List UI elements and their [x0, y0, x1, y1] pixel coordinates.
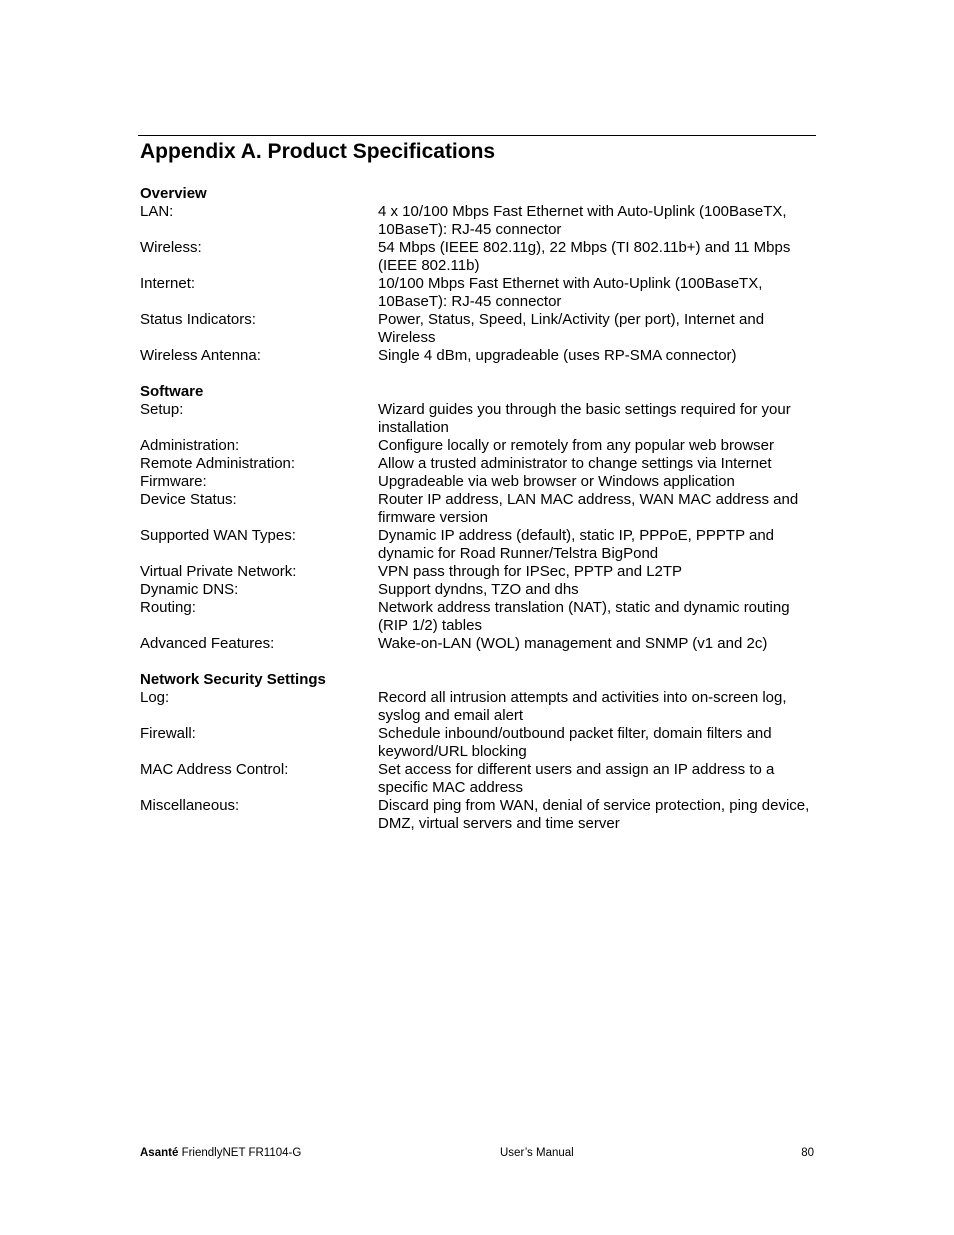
spec-label: Firewall:	[140, 725, 196, 742]
spec-label: Advanced Features:	[140, 635, 275, 652]
spec-row	[140, 473, 820, 491]
spec-value: Single 4 dBm, upgradeable (uses RP-SMA connector)	[378, 347, 737, 364]
spec-label: Administration:	[140, 437, 240, 454]
spec-value: Network address translation (NAT), static and dynamic routing (RIP 1/2) tables	[378, 599, 790, 634]
section-heading: Software	[140, 383, 204, 400]
spec-row	[140, 689, 820, 725]
spec-value: Dynamic IP address (default), static IP, PPPoE, PPPTP and dynamic for Road Runner/Telstra BigPond	[378, 527, 775, 562]
spec-row	[140, 275, 820, 311]
spec-value: Discard ping from WAN, denial of service protection, ping device, DMZ, virtual servers and time server	[378, 797, 810, 832]
spec-value: Configure locally or remotely from any popular web browser	[378, 437, 775, 454]
spec-row	[140, 401, 820, 437]
spec-value: Support dyndns, TZO and dhs	[378, 581, 579, 598]
spec-label: Dynamic DNS:	[140, 581, 239, 598]
spec-value: 10/100 Mbps Fast Ethernet with Auto-Uplink (100BaseTX, 10BaseT): RJ-45 connector	[378, 275, 763, 310]
spec-value: Wizard guides you through the basic settings required for your installation	[378, 401, 791, 436]
overview-section	[140, 185, 820, 365]
footer-page-number: 80	[801, 1147, 814, 1159]
page-title: Appendix A. Product Specifications	[140, 140, 496, 163]
spec-row	[140, 311, 820, 347]
spec-row	[140, 599, 820, 635]
software-section	[140, 383, 820, 653]
spec-value: 54 Mbps (IEEE 802.11g), 22 Mbps (TI 802.11b+) and 11 Mbps (IEEE 802.11b)	[378, 239, 791, 274]
footer-product-name: FriendlyNET FR1104-G	[181, 1147, 302, 1159]
spec-value: VPN pass through for IPSec, PPTP and L2TP	[378, 563, 683, 580]
spec-row	[140, 563, 820, 581]
section-heading: Network Security Settings	[140, 671, 326, 688]
spec-value: Wake-on-LAN (WOL) management and SNMP (v1 and 2c)	[378, 635, 768, 652]
spec-value: Record all intrusion attempts and activities into on-screen log, syslog and email alert	[378, 689, 787, 724]
spec-label: Remote Administration:	[140, 455, 296, 472]
spec-value: Upgradeable via web browser or Windows application	[378, 473, 735, 490]
spec-label: Status Indicators:	[140, 311, 256, 328]
spec-label: MAC Address Control:	[140, 761, 289, 778]
spec-value: Allow a trusted administrator to change settings via Internet	[378, 455, 772, 472]
spec-label: Routing:	[140, 599, 196, 616]
spec-value: Schedule inbound/outbound packet filter, domain filters and keyword/URL blocking	[378, 725, 772, 760]
header-rule	[138, 135, 816, 136]
spec-row	[140, 347, 820, 365]
footer-brand: Asanté	[140, 1147, 179, 1159]
spec-label: Supported WAN Types:	[140, 527, 296, 544]
spec-label: Device Status:	[140, 491, 237, 508]
section-heading: Overview	[140, 185, 207, 202]
footer-product	[140, 1145, 301, 1161]
network-security-section	[140, 671, 820, 833]
spec-label: Firmware:	[140, 473, 207, 490]
specifications-content	[140, 185, 820, 851]
spec-row	[140, 581, 820, 599]
spec-value: Power, Status, Speed, Link/Activity (per port), Internet and Wireless	[378, 311, 765, 346]
spec-label: Log:	[140, 689, 170, 706]
footer-manual-title: User’s Manual	[500, 1147, 574, 1159]
spec-label: Setup:	[140, 401, 184, 418]
spec-value: 4 x 10/100 Mbps Fast Ethernet with Auto-Uplink (100BaseTX, 10BaseT): RJ-45 connector	[378, 203, 787, 238]
spec-row	[140, 797, 820, 833]
spec-row	[140, 203, 820, 239]
spec-row	[140, 491, 820, 527]
spec-row	[140, 239, 820, 275]
spec-label: LAN:	[140, 203, 174, 220]
spec-label: Virtual Private Network:	[140, 563, 297, 580]
spec-label: Wireless Antenna:	[140, 347, 261, 364]
spec-row	[140, 761, 820, 797]
spec-row	[140, 725, 820, 761]
spec-row	[140, 455, 820, 473]
spec-row	[140, 527, 820, 563]
spec-label: Wireless:	[140, 239, 202, 256]
spec-row	[140, 635, 820, 653]
page-footer	[140, 1145, 816, 1161]
spec-label: Internet:	[140, 275, 196, 292]
spec-value: Router IP address, LAN MAC address, WAN MAC address and firmware version	[378, 491, 799, 526]
spec-label: Miscellaneous:	[140, 797, 240, 814]
spec-row	[140, 437, 820, 455]
spec-value: Set access for different users and assign an IP address to a specific MAC address	[378, 761, 775, 796]
